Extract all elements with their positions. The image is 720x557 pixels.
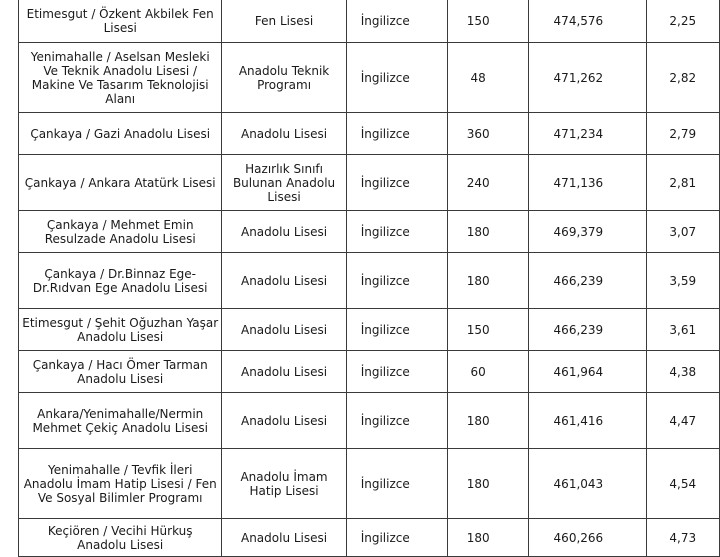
quota-cell: 180 xyxy=(448,393,529,449)
school-name-cell: Çankaya / Ankara Atatürk Lisesi xyxy=(19,155,222,211)
language-cell: İngilizce xyxy=(346,519,448,557)
table-row xyxy=(19,155,720,211)
school-type-cell: Anadolu Lisesi xyxy=(222,309,346,351)
quota-cell: 180 xyxy=(448,211,529,253)
table-row xyxy=(19,113,720,155)
school-name-cell: Yenimahalle / Tevfik İleri Anadolu İmam Hatip Lisesi / Fen Ve Sosyal Bilimler Programı xyxy=(19,449,222,519)
language-cell: İngilizce xyxy=(346,449,448,519)
school-type-cell: Anadolu İmam Hatip Lisesi xyxy=(222,449,346,519)
percentile-cell: 2,82 xyxy=(646,43,719,113)
quota-cell: 150 xyxy=(448,309,529,351)
language-cell: İngilizce xyxy=(346,351,448,393)
school-type-cell: Anadolu Lisesi xyxy=(222,393,346,449)
base-score-cell: 461,416 xyxy=(529,393,646,449)
school-type-cell: Anadolu Lisesi xyxy=(222,519,346,557)
language-cell: İngilizce xyxy=(346,253,448,309)
percentile-cell: 4,38 xyxy=(646,351,719,393)
table-row xyxy=(19,449,720,519)
school-name-cell: Keçiören / Vecihi Hürkuş Anadolu Lisesi xyxy=(19,519,222,557)
language-cell: İngilizce xyxy=(346,211,448,253)
school-type-cell: Hazırlık Sınıfı Bulunan Anadolu Lisesi xyxy=(222,155,346,211)
school-type-cell: Fen Lisesi xyxy=(222,0,346,43)
school-name-cell: Çankaya / Gazi Anadolu Lisesi xyxy=(19,113,222,155)
school-name-cell: Çankaya / Hacı Ömer Tarman Anadolu Lisesi xyxy=(19,351,222,393)
language-cell: İngilizce xyxy=(346,155,448,211)
quota-cell: 180 xyxy=(448,449,529,519)
base-score-cell: 461,043 xyxy=(529,449,646,519)
school-type-cell: Anadolu Lisesi xyxy=(222,113,346,155)
percentile-cell: 3,59 xyxy=(646,253,719,309)
language-cell: İngilizce xyxy=(346,0,448,43)
table-row xyxy=(19,0,720,43)
language-cell: İngilizce xyxy=(346,309,448,351)
language-cell: İngilizce xyxy=(346,43,448,113)
base-score-cell: 469,379 xyxy=(529,211,646,253)
base-score-cell: 471,136 xyxy=(529,155,646,211)
school-results-table xyxy=(18,0,720,557)
school-name-cell: Çankaya / Mehmet Emin Resulzade Anadolu Lisesi xyxy=(19,211,222,253)
table-row xyxy=(19,519,720,557)
percentile-cell: 3,61 xyxy=(646,309,719,351)
school-name-cell: Yenimahalle / Aselsan Mesleki Ve Teknik Anadolu Lisesi / Makine Ve Tasarım Teknolojisi Alanı xyxy=(19,43,222,113)
percentile-cell: 2,25 xyxy=(646,0,719,43)
table-row xyxy=(19,43,720,113)
quota-cell: 180 xyxy=(448,253,529,309)
language-cell: İngilizce xyxy=(346,393,448,449)
school-name-cell: Etimesgut / Şehit Oğuzhan Yaşar Anadolu Lisesi xyxy=(19,309,222,351)
base-score-cell: 466,239 xyxy=(529,309,646,351)
quota-cell: 360 xyxy=(448,113,529,155)
percentile-cell: 4,54 xyxy=(646,449,719,519)
school-name-cell: Ankara/Yenimahalle/Nermin Mehmet Çekiç Anadolu Lisesi xyxy=(19,393,222,449)
school-type-cell: Anadolu Lisesi xyxy=(222,351,346,393)
base-score-cell: 460,266 xyxy=(529,519,646,557)
quota-cell: 60 xyxy=(448,351,529,393)
base-score-cell: 461,964 xyxy=(529,351,646,393)
table-row xyxy=(19,253,720,309)
percentile-cell: 2,79 xyxy=(646,113,719,155)
quota-cell: 240 xyxy=(448,155,529,211)
language-cell: İngilizce xyxy=(346,113,448,155)
school-type-cell: Anadolu Teknik Programı xyxy=(222,43,346,113)
quota-cell: 150 xyxy=(448,0,529,43)
base-score-cell: 471,234 xyxy=(529,113,646,155)
school-type-cell: Anadolu Lisesi xyxy=(222,253,346,309)
base-score-cell: 466,239 xyxy=(529,253,646,309)
percentile-cell: 4,47 xyxy=(646,393,719,449)
percentile-cell: 2,81 xyxy=(646,155,719,211)
table-row xyxy=(19,351,720,393)
table-row xyxy=(19,393,720,449)
school-name-cell: Çankaya / Dr.Binnaz Ege-Dr.Rıdvan Ege Anadolu Lisesi xyxy=(19,253,222,309)
school-name-cell: Etimesgut / Özkent Akbilek Fen Lisesi xyxy=(19,0,222,43)
table-row xyxy=(19,309,720,351)
table-row xyxy=(19,211,720,253)
percentile-cell: 3,07 xyxy=(646,211,719,253)
percentile-cell: 4,73 xyxy=(646,519,719,557)
base-score-cell: 471,262 xyxy=(529,43,646,113)
quota-cell: 48 xyxy=(448,43,529,113)
quota-cell: 180 xyxy=(448,519,529,557)
base-score-cell: 474,576 xyxy=(529,0,646,43)
school-type-cell: Anadolu Lisesi xyxy=(222,211,346,253)
